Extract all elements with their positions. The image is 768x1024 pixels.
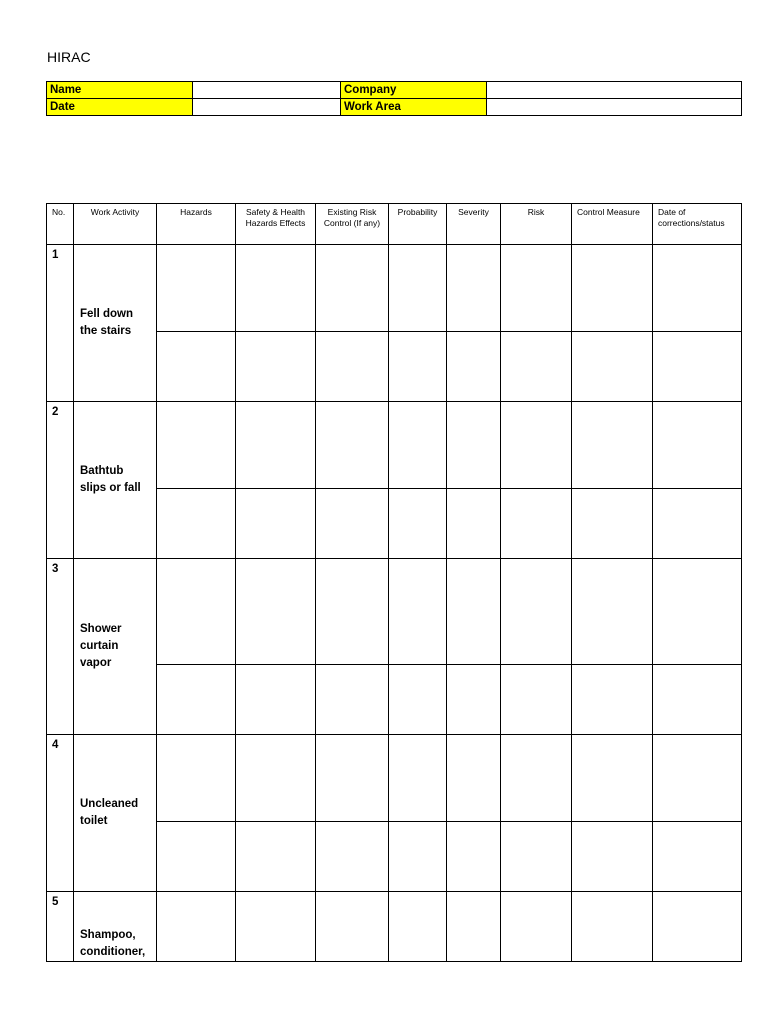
existing-control-cell[interactable] xyxy=(316,892,389,962)
header-hazards: Hazards xyxy=(157,204,236,245)
row-number: 1 xyxy=(47,245,74,402)
existing-control-cell[interactable] xyxy=(316,245,389,332)
risk-cell[interactable] xyxy=(501,402,572,489)
severity-cell[interactable] xyxy=(447,665,501,735)
risk-cell[interactable] xyxy=(501,892,572,962)
probability-cell[interactable] xyxy=(389,245,447,332)
document-title: HIRAC xyxy=(47,49,91,65)
risk-cell[interactable] xyxy=(501,489,572,559)
control-measure-cell[interactable] xyxy=(572,735,653,822)
existing-control-cell[interactable] xyxy=(316,559,389,665)
work-area-label: Work Area xyxy=(341,99,487,116)
work-activity-cell: Bathtub slips or fall xyxy=(74,402,157,559)
existing-control-cell[interactable] xyxy=(316,735,389,822)
name-field[interactable] xyxy=(193,82,341,99)
row-number: 3 xyxy=(47,559,74,735)
risk-cell[interactable] xyxy=(501,245,572,332)
hazards-cell[interactable] xyxy=(157,822,236,892)
risk-cell[interactable] xyxy=(501,735,572,822)
severity-cell[interactable] xyxy=(447,559,501,665)
probability-cell[interactable] xyxy=(389,489,447,559)
effects-cell[interactable] xyxy=(236,735,316,822)
hazards-cell[interactable] xyxy=(157,892,236,962)
row-number: 4 xyxy=(47,735,74,892)
header-severity: Severity xyxy=(447,204,501,245)
existing-control-cell[interactable] xyxy=(316,489,389,559)
existing-control-cell[interactable] xyxy=(316,665,389,735)
date-corrections-cell[interactable] xyxy=(653,822,742,892)
severity-cell[interactable] xyxy=(447,332,501,402)
effects-cell[interactable] xyxy=(236,559,316,665)
control-measure-cell[interactable] xyxy=(572,489,653,559)
date-corrections-cell[interactable] xyxy=(653,735,742,822)
table-row xyxy=(47,892,742,962)
control-measure-cell[interactable] xyxy=(572,822,653,892)
company-field[interactable] xyxy=(487,82,742,99)
existing-control-cell[interactable] xyxy=(316,822,389,892)
header-date-corrections: Date of corrections/status xyxy=(653,204,742,245)
name-label: Name xyxy=(47,82,193,99)
probability-cell[interactable] xyxy=(389,332,447,402)
date-corrections-cell[interactable] xyxy=(653,665,742,735)
work-area-field[interactable] xyxy=(487,99,742,116)
effects-cell[interactable] xyxy=(236,822,316,892)
date-label: Date xyxy=(47,99,193,116)
date-corrections-cell[interactable] xyxy=(653,245,742,332)
hazards-cell[interactable] xyxy=(157,402,236,489)
hazards-cell[interactable] xyxy=(157,665,236,735)
severity-cell[interactable] xyxy=(447,735,501,822)
risk-cell[interactable] xyxy=(501,822,572,892)
hazards-cell[interactable] xyxy=(157,332,236,402)
effects-cell[interactable] xyxy=(236,665,316,735)
probability-cell[interactable] xyxy=(389,735,447,822)
existing-control-cell[interactable] xyxy=(316,402,389,489)
effects-cell[interactable] xyxy=(236,489,316,559)
effects-cell[interactable] xyxy=(236,245,316,332)
control-measure-cell[interactable] xyxy=(572,332,653,402)
info-row-1 xyxy=(47,82,742,99)
work-activity-cell: Uncleaned toilet xyxy=(74,735,157,892)
header-probability: Probability xyxy=(389,204,447,245)
severity-cell[interactable] xyxy=(447,402,501,489)
probability-cell[interactable] xyxy=(389,559,447,665)
work-activity-cell: Shampoo, conditioner, xyxy=(74,892,157,962)
severity-cell[interactable] xyxy=(447,892,501,962)
date-field[interactable] xyxy=(193,99,341,116)
info-table xyxy=(46,81,742,116)
row-number: 2 xyxy=(47,402,74,559)
date-corrections-cell[interactable] xyxy=(653,332,742,402)
control-measure-cell[interactable] xyxy=(572,559,653,665)
header-control-measure: Control Measure xyxy=(572,204,653,245)
severity-cell[interactable] xyxy=(447,245,501,332)
hazards-cell[interactable] xyxy=(157,559,236,665)
hirac-table xyxy=(46,203,742,962)
hazards-cell[interactable] xyxy=(157,489,236,559)
work-activity-cell: Shower curtain vapor xyxy=(74,559,157,735)
control-measure-cell[interactable] xyxy=(572,892,653,962)
table-row xyxy=(47,559,742,665)
date-corrections-cell[interactable] xyxy=(653,402,742,489)
table-row xyxy=(47,245,742,332)
header-existing-control: Existing Risk Control (If any) xyxy=(316,204,389,245)
header-hazard-effects: Safety & Health Hazards Effects xyxy=(236,204,316,245)
date-corrections-cell[interactable] xyxy=(653,559,742,665)
control-measure-cell[interactable] xyxy=(572,665,653,735)
risk-cell[interactable] xyxy=(501,665,572,735)
header-no: No. xyxy=(47,204,74,245)
risk-cell[interactable] xyxy=(501,332,572,402)
header-row xyxy=(47,204,742,245)
effects-cell[interactable] xyxy=(236,892,316,962)
probability-cell[interactable] xyxy=(389,822,447,892)
hazards-cell[interactable] xyxy=(157,735,236,822)
info-row-2 xyxy=(47,99,742,116)
probability-cell[interactable] xyxy=(389,402,447,489)
existing-control-cell[interactable] xyxy=(316,332,389,402)
header-work-activity: Work Activity xyxy=(74,204,157,245)
control-measure-cell[interactable] xyxy=(572,402,653,489)
company-label: Company xyxy=(341,82,487,99)
effects-cell[interactable] xyxy=(236,332,316,402)
severity-cell[interactable] xyxy=(447,489,501,559)
date-corrections-cell[interactable] xyxy=(653,892,742,962)
control-measure-cell[interactable] xyxy=(572,245,653,332)
probability-cell[interactable] xyxy=(389,892,447,962)
table-row xyxy=(47,735,742,822)
probability-cell[interactable] xyxy=(389,665,447,735)
table-row xyxy=(47,402,742,489)
row-number: 5 xyxy=(47,892,74,962)
effects-cell[interactable] xyxy=(236,402,316,489)
work-activity-cell: Fell down the stairs xyxy=(74,245,157,402)
hazards-cell[interactable] xyxy=(157,245,236,332)
severity-cell[interactable] xyxy=(447,822,501,892)
date-corrections-cell[interactable] xyxy=(653,489,742,559)
header-risk: Risk xyxy=(501,204,572,245)
risk-cell[interactable] xyxy=(501,559,572,665)
